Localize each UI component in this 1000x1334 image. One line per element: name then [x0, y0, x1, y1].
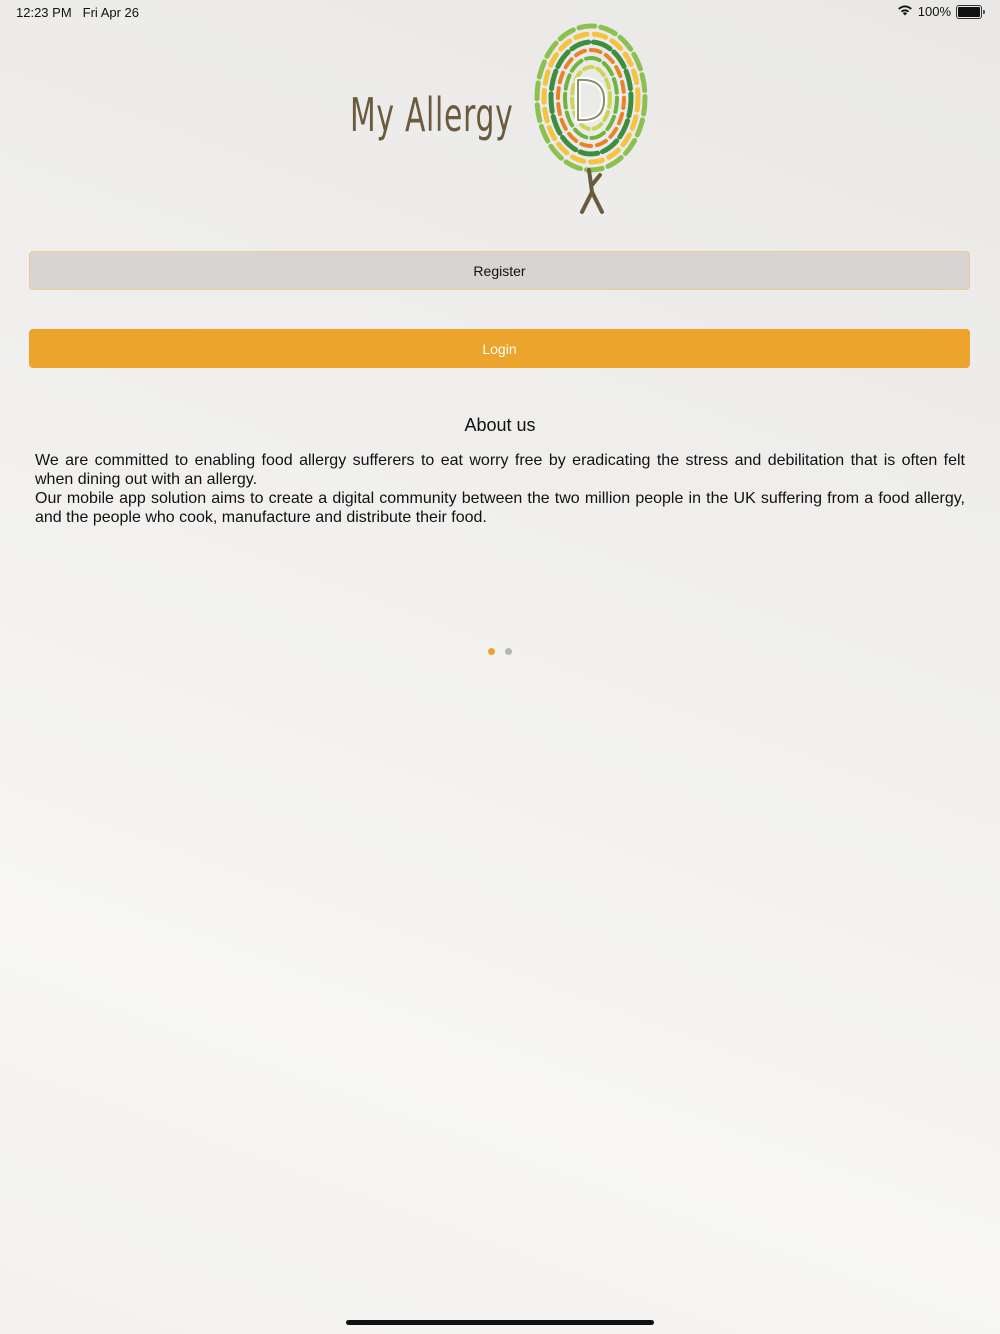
about-description — [35, 451, 965, 527]
about-title: About us — [464, 415, 536, 435]
status-left — [16, 5, 139, 20]
wifi-icon — [897, 4, 913, 19]
battery-tip — [983, 10, 985, 14]
logo-text: My Allergy — [350, 88, 514, 142]
login-button[interactable]: Login — [29, 329, 970, 368]
battery-fill — [958, 7, 980, 17]
battery-icon — [956, 5, 985, 19]
status-date: Fri Apr 26 — [82, 5, 140, 20]
about-paragraph: We are committed to enabling food allergy sufferers to eat worry free by eradicating the stress and debilitation that is often felt when dining out with an allergy. — [35, 452, 965, 488]
page-indicator — [488, 648, 512, 655]
fingerprint-tree-icon — [532, 20, 650, 216]
battery-body — [956, 5, 982, 19]
app-logo — [350, 20, 650, 216]
status-time: 12:23 PM — [16, 5, 72, 20]
about-paragraph: Our mobile app solution aims to create a digital community between the two million people in the UK suffering from a food allergy, and the people who cook, manufacture and distribute their food. — [35, 490, 965, 526]
battery-percent: 100% — [917, 4, 951, 19]
home-indicator[interactable] — [346, 1320, 654, 1325]
register-button[interactable]: Register — [29, 251, 970, 290]
page-dot-active[interactable] — [488, 648, 495, 655]
page-dot[interactable] — [505, 648, 512, 655]
status-right — [897, 4, 985, 19]
